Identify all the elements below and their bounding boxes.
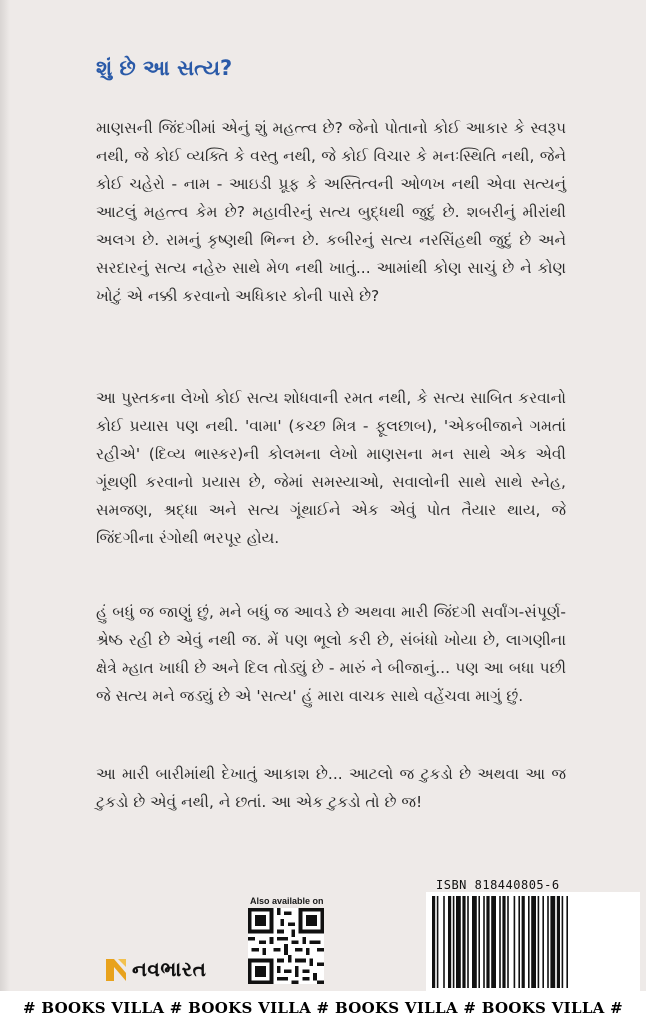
barcode-bar (499, 896, 501, 988)
barcode-bar (448, 896, 451, 988)
paragraph-1: માણસની જિંદગીમાં એનું શું મહત્ત્વ છે? જેનો પોતાનો કોઈ આકાર કે સ્વરૂપ નથી, જે કોઈ વ્યક્તિ કે વસ્તુ નથી, જે કોઈ વિચાર કે મનઃસ્થિતિ નથી, જેને કોઈ ચહેરો - નામ - આઇડી પ્રૂફ કે અસ્તિત્વની ઓળખ નથી એવા સત્યનું આટલું મહત્ત્વ કેમ છે? મહાવીરનું સત્ય બુદ્ધથી જુદું છે. શબરીનું મીરાંથી અલગ છે. રામનું કૃષ્ણથી ભિન્ન છે. કબીરનું સત્ય નરસિંહથી જુદું છે અને સરદારનું સત્ય નહેરુ સાથે મેળ નથી ખાતું... આમાંથી કોણ સાચું છે ને કોણ ખોટું એ નક્કી કરવાનો અધિકાર કોની પાસે છે? (96, 119, 566, 305)
barcode-bar (437, 896, 439, 988)
barcode-bar (456, 896, 461, 988)
publisher-name: નવભારત (132, 957, 207, 981)
barcode-bar (562, 896, 564, 988)
barcode-icon (426, 892, 640, 992)
barcode-bar (514, 896, 516, 988)
barcode-bar (453, 896, 455, 988)
barcode-bar (502, 896, 505, 988)
publisher-mark-icon (104, 955, 128, 983)
barcode-bar (478, 896, 480, 988)
barcode-bar (550, 896, 555, 988)
paragraph-4: આ મારી બારીમાંથી દેખાતું આકાશ છે... આટલો જ ટુકડો છે અથવા આ જ ટુકડો છે એવું નથી, ને છતાં. આ એક ટુકડો તો છે જ! (96, 765, 566, 811)
barcode-bar (507, 896, 509, 988)
barcode-bar (542, 896, 544, 988)
barcode-bar (491, 896, 496, 988)
barcode-bar (443, 896, 445, 988)
barcode-bar (557, 896, 560, 988)
barcode-bar (547, 896, 549, 988)
barcode-bar (566, 896, 568, 988)
barcode-bar (531, 896, 536, 988)
page-title: શું છે આ સત્ય? (96, 56, 233, 80)
barcode-bar (483, 896, 485, 988)
barcode-bar (522, 896, 525, 988)
barcode-bar (528, 896, 530, 988)
barcode-bar (467, 896, 469, 988)
paragraph-2: આ પુસ્તકના લેખો કોઈ સત્ય શોધવાની રમત નથી, કે સત્ય સાબિત કરવાનો કોઈ પ્રયાસ પણ નથી. 'વામા' (કચ્છ મિત્ર - ફૂલછાબ), 'એકબીજાને ગમતાં રહીએ' (દિવ્ય ભાસ્કર)ની કોલમના લેખો માણસના મન સાથે એક એવી ગૂંથણી કરવાનો પ્રયાસ છે, જેમાં સમસ્યાઓ, સવાલોની સાથે સાથે સ્નેહ, સમજણ, શ્રદ્ધા અને સત્ય ગૂંથાઈને એક એવું પોત તૈયાર થાય, જે જિંદગીના રંગોથી ભરપૂર હોય. (96, 389, 566, 547)
qr-code-icon (248, 908, 324, 984)
barcode-bar (432, 896, 435, 988)
barcode-bar (538, 896, 540, 988)
also-available-label: Also available on (250, 896, 324, 906)
isbn-label: ISBN 818440805-6 (436, 878, 560, 892)
barcode-bar (472, 896, 477, 988)
barcode-bar (462, 896, 465, 988)
paragraph-3: હું બધું જ જાણું છું, મને બધું જ આવડે છે અથવા મારી જિંદગી સર્વાંગ-સંપૂર્ણ-શ્રેષ્ઠ રહી છે એવું નથી જ. મેં પણ ભૂલો કરી છે, સંબંધો ખોયા છે, લાગણીના ક્ષેત્રે મ્હાત ખાધી છે અને દિલ તોડ્યું છે - મારું ને બીજાનું... પણ આ બધા પછી જે સત્ય મને જડ્યું છે એ 'સત્ય' હું મારા વાચક સાથે વહેંચવા માગું છું. (96, 603, 566, 705)
barcode-bar (518, 896, 520, 988)
watermark-banner: # BOOKS VILLA # BOOKS VILLA # BOOKS VILLA # BOOKS VILLA # (0, 991, 646, 1024)
publisher-logo (104, 952, 206, 986)
barcode-bar (486, 896, 489, 988)
page-edge-shadow (0, 0, 10, 1024)
